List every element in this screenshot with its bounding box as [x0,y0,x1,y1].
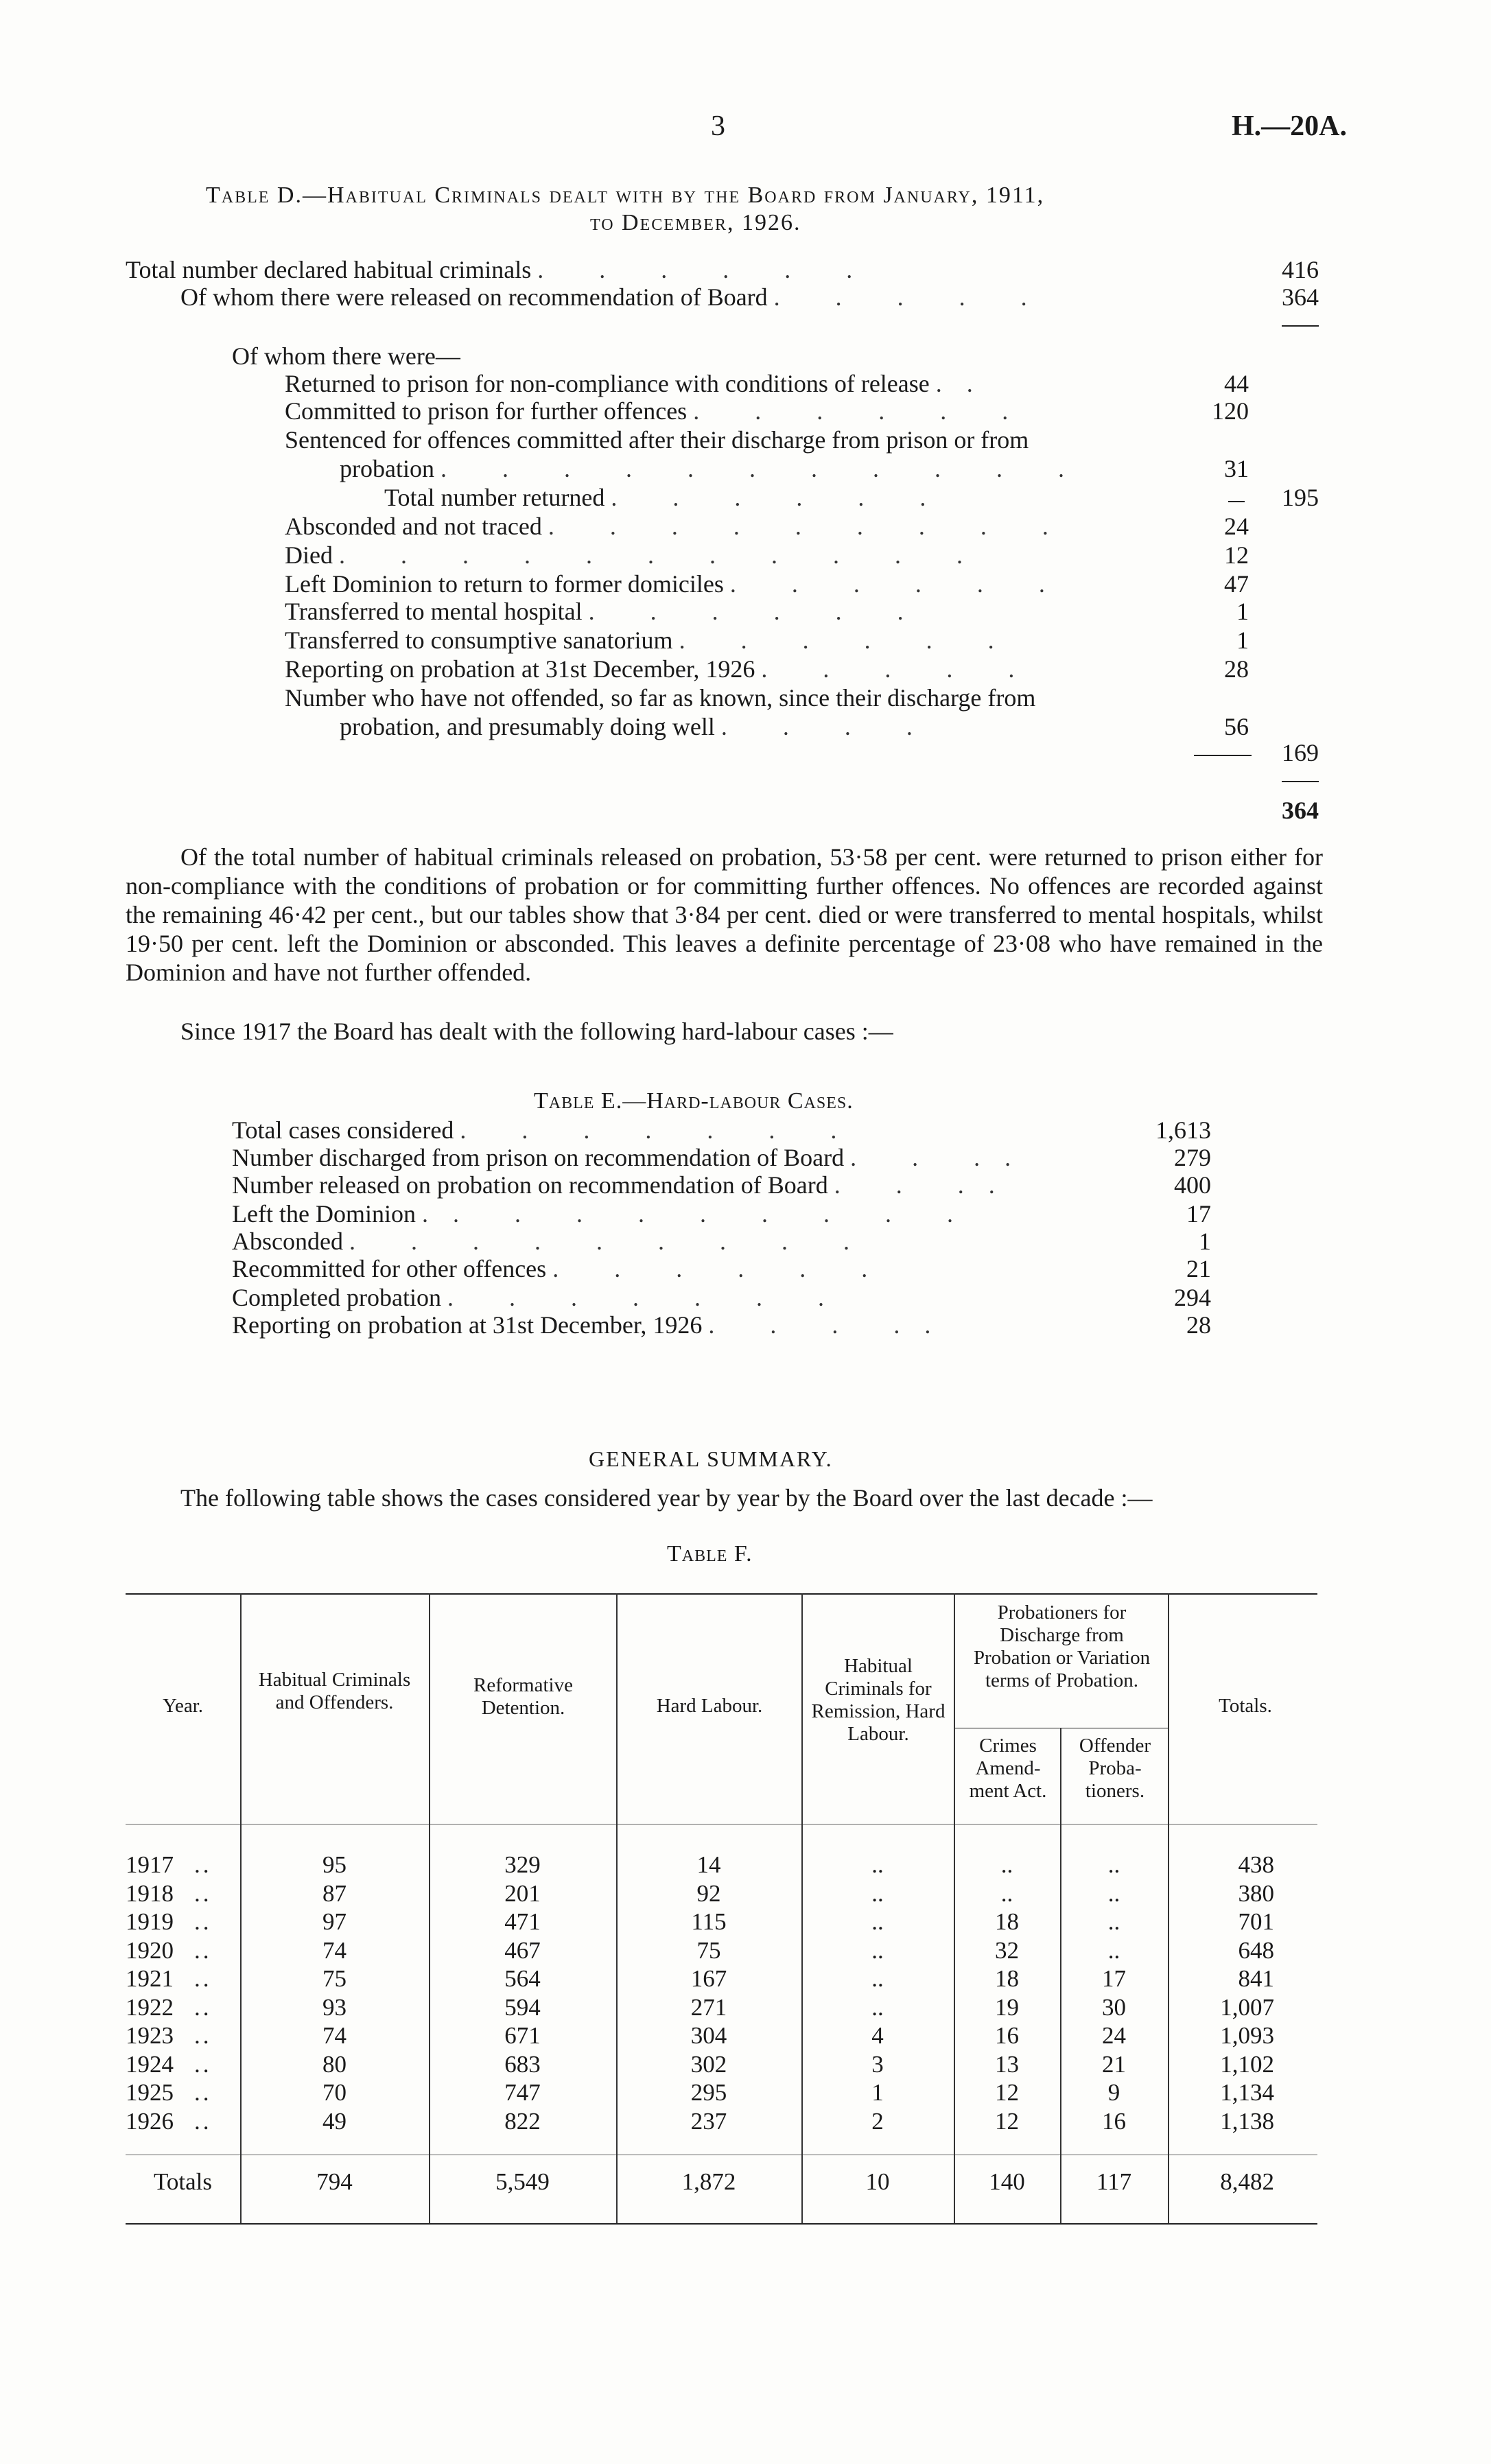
table-e-row: Number released on probation on recommendation of Board . . .. [232,1171,1020,1199]
table-cell-remission: .. [871,1880,884,1907]
total-returned-value: 195 [1282,484,1319,511]
leader-dots: .. [194,1965,212,1992]
list-item: Died . . . . . . . . . . . [285,541,987,569]
col-header-habitual: Habitual Criminals and Offenders. [258,1669,411,1713]
totals-cell: 8,482 [1220,2168,1274,2195]
table-cell-hard: 75 [696,1937,721,1964]
leader-dots: .. [194,1908,212,1935]
table-f-title: Table F. [667,1541,753,1567]
table-cell-hard: 271 [690,1994,727,2021]
totals-label: Totals [153,2168,213,2195]
leader-dots: .. [194,1851,212,1878]
table-cell-reformative: 467 [504,1937,541,1964]
table-cell-total: 1,138 [1220,2108,1274,2135]
leader-dots: .. [194,1880,212,1907]
table-cell-crimes: .. [1000,1851,1013,1878]
item-value: 56 [1224,713,1249,740]
rule [1228,501,1245,502]
table-d-title: Table D.—Habitual Criminals dealt with by the Board from January, 1911, [206,183,1045,208]
col-header-hard-labour: Hard Labour. [656,1695,763,1717]
table-e-row: Number discharged from prison on recommendation of Board . . .. [232,1144,1036,1171]
table-cell-crimes: .. [1000,1880,1013,1907]
list-item: Returned to prison for non-compliance with conditions of release .. [285,370,998,397]
table-cell-offender: 16 [1102,2108,1126,2135]
table-cell-remission: 4 [871,2022,884,2049]
subtotal-value: 169 [1282,739,1319,766]
row-year: 1919 [126,1908,174,1935]
table-cell-crimes: 12 [995,2108,1019,2135]
table-e-value: 279 [1174,1144,1211,1171]
table-e-row: Left the Dominion .. . . . . . . . . [232,1200,978,1228]
table-e-row: Reporting on probation at 31st December, 1926 . . . .. [232,1311,956,1339]
table-cell-habitual: 49 [322,2108,347,2135]
table-top-rule [126,1593,1317,1595]
list-item: Transferred to mental hospital . . . . . . [285,598,928,625]
table-e-value: 400 [1174,1171,1211,1199]
table-e-row: Total cases considered . . . . . . . [232,1116,862,1144]
table-cell-remission: .. [871,1908,884,1935]
table-e-value: 21 [1186,1255,1211,1282]
total-returned-label: Total number returned . . . . . . [384,484,951,511]
table-cell-remission: .. [871,1965,884,1992]
intro-hard-labour: Since 1917 the Board has dealt with the following hard-labour cases :— [180,1018,893,1045]
table-cell-hard: 302 [690,2051,727,2078]
table-cell-reformative: 671 [504,2022,541,2049]
col-header-crimes: Crimes Amend-ment Act. [969,1735,1047,1802]
list-item-continued: probation . . . . . . . . . . . [340,455,1089,482]
table-cell-offender: .. [1107,1908,1120,1935]
grand-total-value: 364 [1282,797,1319,824]
col-header-totals: Totals. [1219,1695,1272,1717]
total-declared-value: 416 [1282,256,1319,283]
table-cell-crimes: 19 [995,1994,1019,2021]
col-header-offender: Offender Proba-tioners. [1079,1735,1151,1802]
table-cell-crimes: 18 [995,1908,1019,1935]
table-cell-remission: 1 [871,2079,884,2106]
table-e-row: Absconded . . . . . . . . . [232,1228,874,1255]
leader-dots: .. [194,1994,212,2021]
table-cell-habitual: 74 [322,2022,347,2049]
table-cell-hard: 167 [690,1965,727,1992]
table-e-value: 28 [1186,1311,1211,1339]
row-year: 1917 [126,1851,174,1878]
table-cell-offender: .. [1107,1937,1120,1964]
table-cell-habitual: 80 [322,2051,347,2078]
table-e-value: 1,613 [1155,1116,1211,1144]
table-cell-habitual: 75 [322,1965,347,1992]
row-year: 1921 [126,1965,174,1992]
table-cell-crimes: 16 [995,2022,1019,2049]
table-cell-total: 701 [1238,1908,1274,1935]
table-cell-hard: 115 [691,1908,727,1935]
list-item: Left Dominion to return to former domiciles . . . . . . [285,570,1070,598]
table-cell-reformative: 747 [504,2079,541,2106]
table-cell-offender: .. [1107,1851,1120,1878]
summary-paragraph: Of the total number of habitual criminals released on probation, 53·58 per cent. were returned to prison either for non-compliance with the conditions of probation or for committing further offences. No offences are recorded against the remaining 46·42 per cent., but our tables show that 3·84 per cent. died or were transferred to mental hospitals, whilst 19·50 per cent. left the Dominion or absconded. This leaves a definite percentage of 23·08 who have remained in the Dominion and have not further offended. [126,843,1323,986]
item-value: 47 [1224,570,1249,598]
item-value: 44 [1224,370,1249,397]
row-year: 1926 [126,2108,174,2135]
table-cell-hard: 14 [696,1851,721,1878]
table-cell-hard: 92 [696,1880,721,1907]
table-cell-offender: 9 [1107,2079,1120,2106]
table-cell-crimes: 13 [995,2051,1019,2078]
total-declared-label: Total number declared habitual criminals . . . . . . [126,256,878,283]
table-cell-habitual: 93 [322,1994,347,2021]
of-whom-label: Of whom there were— [232,342,460,370]
totals-cell: 10 [865,2168,890,2195]
table-cell-hard: 237 [690,2108,727,2135]
totals-cell: 794 [316,2168,353,2195]
table-cell-total: 648 [1238,1937,1274,1964]
totals-cell: 1,872 [681,2168,736,2195]
table-cell-habitual: 74 [322,1937,347,1964]
table-cell-habitual: 95 [322,1851,347,1878]
table-cell-total: 438 [1238,1851,1274,1878]
table-cell-hard: 295 [690,2079,727,2106]
table-e-value: 17 [1186,1200,1211,1228]
table-cell-total: 1,102 [1220,2051,1274,2078]
table-e-row: Completed probation . . . . . . . [232,1284,849,1311]
table-bottom-rule [126,2223,1317,2225]
table-cell-reformative: 683 [504,2051,541,2078]
leader-dots: .. [194,2108,212,2135]
list-item-continued: probation, and presumably doing well . . . . [340,713,937,740]
table-e-title: Table E.—Hard-labour Cases. [534,1088,854,1114]
released-value: 364 [1282,283,1319,311]
released-label: Of whom there were released on recommendation of Board . . . . . [180,283,1052,311]
rule [1282,325,1319,327]
table-cell-offender: .. [1107,1880,1120,1907]
table-cell-crimes: 32 [995,1937,1019,1964]
row-year: 1920 [126,1937,174,1964]
table-cell-total: 841 [1238,1965,1274,1992]
table-cell-remission: 2 [871,2108,884,2135]
page-number: 3 [711,110,725,142]
table-cell-habitual: 97 [322,1908,347,1935]
item-value: 24 [1224,513,1249,540]
table-cell-habitual: 70 [322,2079,347,2106]
row-year: 1922 [126,1994,174,2021]
totals-cell: 140 [989,2168,1025,2195]
document-reference: H.—20A. [1232,110,1347,142]
col-header-reformative: Reformative Detention. [473,1674,573,1719]
table-e-row: Recommitted for other offences . . . . . . [232,1255,893,1282]
table-cell-crimes: 12 [995,2079,1019,2106]
table-cell-habitual: 87 [322,1880,347,1907]
row-year: 1925 [126,2079,174,2106]
table-cell-total: 380 [1238,1880,1274,1907]
row-year: 1918 [126,1880,174,1907]
item-value: 12 [1224,541,1249,569]
table-cell-reformative: 329 [504,1851,541,1878]
table-cell-remission: .. [871,1851,884,1878]
table-d-title-line2: to December, 1926. [590,210,801,235]
list-item: Transferred to consumptive sanatorium . . . . . . [285,626,1019,654]
general-summary-heading: GENERAL SUMMARY. [589,1446,833,1471]
totals-cell: 117 [1096,2168,1132,2195]
item-value: 28 [1224,655,1249,683]
table-cell-offender: 24 [1102,2022,1126,2049]
col-header-remission: Habitual Criminals for Remission, Hard Labour. [811,1655,946,1745]
leader-dots: .. [194,2051,212,2078]
item-value: 31 [1224,455,1249,482]
table-e-value: 1 [1199,1228,1211,1255]
list-item: Absconded and not traced . . . . . . . . . [285,513,1073,540]
item-value: 120 [1212,397,1249,425]
table-cell-remission: 3 [871,2051,884,2078]
leader-dots: .. [194,2022,212,2049]
table-cell-reformative: 822 [504,2108,541,2135]
list-item: Sentenced for offences committed after their discharge from prison or from [285,426,1029,454]
table-cell-reformative: 594 [504,1994,541,2021]
list-item: Reporting on probation at 31st December, 1926 . . . . . [285,655,1040,683]
leader-dots: .. [194,2079,212,2106]
table-cell-hard: 304 [690,2022,727,2049]
col-header-year: Year. [162,1695,204,1717]
general-summary-intro: The following table shows the cases considered year by year by the Board over the last decade :— [180,1484,1153,1512]
list-item: Committed to prison for further offences . . . . . . [285,397,1033,425]
rule [1282,781,1319,782]
table-cell-remission: .. [871,1994,884,2021]
table-cell-offender: 17 [1102,1965,1126,1992]
table-cell-total: 1,093 [1220,2022,1274,2049]
row-year: 1924 [126,2051,174,2078]
table-cell-crimes: 18 [995,1965,1019,1992]
list-item: Number who have not offended, so far as known, since their discharge from [285,684,1036,712]
table-cell-reformative: 201 [504,1880,541,1907]
leader-dots: .. [194,1937,212,1964]
col-header-probationers: Probationers for Discharge from Probation or Variation terms of Probation. [973,1601,1151,1691]
item-value: 1 [1236,626,1249,654]
table-cell-reformative: 564 [504,1965,541,1992]
row-year: 1923 [126,2022,174,2049]
totals-cell: 5,549 [495,2168,550,2195]
table-e-value: 294 [1174,1284,1211,1311]
table-cell-total: 1,007 [1220,1994,1274,2021]
table-cell-offender: 21 [1102,2051,1126,2078]
item-value: 1 [1236,598,1249,625]
table-cell-offender: 30 [1102,1994,1126,2021]
table-cell-total: 1,134 [1220,2079,1274,2106]
table-cell-remission: .. [871,1937,884,1964]
table-cell-reformative: 471 [504,1908,541,1935]
rule [1194,755,1252,756]
